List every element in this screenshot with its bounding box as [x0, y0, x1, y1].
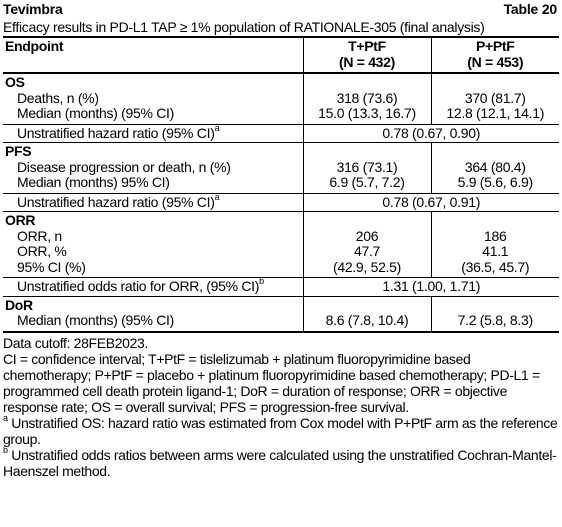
abbreviations-note: CI = confidence interval; T+PtF = tislelizumab + platinum fluoropyrimidine based chemotherapy; P+PtF = placebo + platinum fluoropyrimidine based chemotherapy; PD-L1 = programmed cell death protein ligand-1; DoR = duration of response; ORR = objective response rate; OS = overall survival; PFS = progression-free survival. [3, 350, 540, 415]
arm2-value: (36.5, 45.7) [431, 260, 559, 278]
section-row-orr [3, 212, 559, 229]
efficacy-table [3, 38, 559, 333]
table-row [3, 91, 559, 107]
arm2-value: 41.1 [431, 244, 559, 260]
footnotes [3, 335, 559, 479]
arm2-value: 186 [431, 229, 559, 245]
arm2-n: (N = 453) [467, 53, 524, 70]
ratio-row-orr [3, 278, 559, 297]
arm1-column-header [303, 38, 431, 73]
arm1-value: 318 (73.6) [303, 91, 431, 107]
row-label: ORR, % [17, 243, 67, 259]
arm2-value: 7.2 (5.8, 8.3) [431, 313, 559, 332]
table-row [3, 313, 559, 332]
row-label: ORR, n [17, 227, 62, 244]
efficacy-table-document [3, 0, 559, 479]
arm2-value: 364 (80.4) [431, 160, 559, 176]
arm2-value: 5.9 (5.6, 6.9) [431, 175, 559, 193]
table-row [3, 175, 559, 193]
row-label: Disease progression or death, n (%) [17, 158, 231, 175]
arm2-value: 12.8 (12.1, 14.1) [431, 106, 559, 124]
row-label: Median (months) (95% CI) [17, 105, 174, 121]
endpoint-column-header: Endpoint [3, 38, 303, 73]
arm1-value: 316 (73.1) [303, 160, 431, 176]
arm1-value: (42.9, 52.5) [303, 260, 431, 278]
ratio-row-os [3, 124, 559, 143]
ratio-value: 1.31 (1.00, 1.71) [303, 278, 559, 297]
arm1-value: 206 [303, 229, 431, 245]
ratio-value: 0.78 (0.67, 0.91) [303, 193, 559, 212]
arm1-value: 6.9 (5.7, 7.2) [303, 175, 431, 193]
section-title-pfs: PFS [3, 143, 303, 160]
document-header [3, 0, 559, 18]
section-title-orr: ORR [3, 212, 303, 229]
table-caption: Efficacy results in PD-L1 TAP ≥ 1% population of RATIONALE-305 (final analysis) [3, 18, 559, 38]
brand-name: Tevimbra [3, 1, 63, 17]
row-label: Median (months) (95% CI) [3, 313, 303, 332]
ratio-label: Unstratified hazard ratio (95% CI)$^a$ [3, 124, 303, 143]
arm1-name: T+PtF [348, 38, 386, 54]
section-row-os [3, 73, 559, 91]
arm2-value: 370 (81.7) [431, 91, 559, 107]
table-row [3, 260, 559, 278]
ratio-label: Unstratified hazard ratio (95% CI)$^a$ [3, 193, 303, 212]
table-row [3, 244, 559, 260]
table-row [3, 229, 559, 245]
arm2-name: P+PtF [475, 38, 515, 54]
row-label: 95% CI (%) [17, 258, 86, 275]
arm1-n: (N = 432) [338, 53, 396, 70]
arm1-value: 8.6 (7.8, 10.4) [303, 313, 431, 332]
table-header-row [3, 38, 559, 73]
arm2-column-header [431, 38, 559, 73]
table-row [3, 106, 559, 124]
footnote-b: $^b$ Unstratified odds ratios between arms were calculated using the unstratified Cochran-Mantel-Haenszel method. [3, 444, 557, 479]
section-row-dor [3, 296, 559, 313]
arm1-value: 47.7 [303, 244, 431, 260]
ratio-value: 0.78 (0.67, 0.90) [303, 124, 559, 143]
table-row [3, 160, 559, 176]
data-cutoff-note: Data cutoff: 28FEB2023. [3, 334, 149, 351]
section-row-pfs [3, 143, 559, 160]
ratio-row-pfs [3, 193, 559, 212]
section-title-dor: DoR [3, 296, 303, 313]
section-title-os: OS [5, 74, 25, 90]
row-label: Deaths, n (%) [17, 89, 99, 106]
row-label: Median (months) 95% CI) [17, 174, 170, 190]
footnote-a: $^a$ Unstratified OS: hazard ratio was estimated from Cox model with P+PtF arm as the reference group. [3, 412, 558, 447]
table-number: Table 20 [503, 1, 557, 17]
arm1-value: 15.0 (13.3, 16.7) [303, 106, 431, 124]
ratio-label: Unstratified odds ratio for ORR, (95% CI)$^b$ [3, 278, 303, 297]
